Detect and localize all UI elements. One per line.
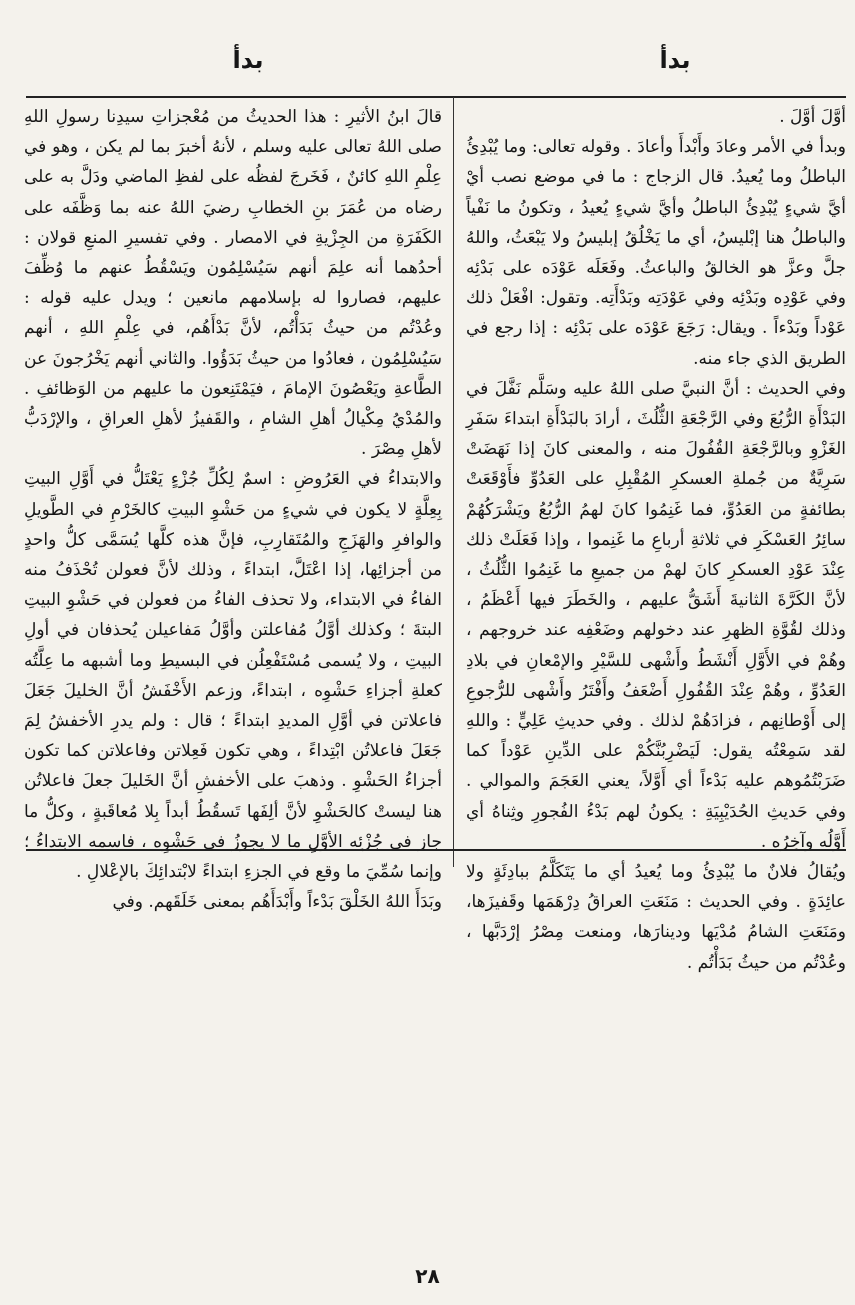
bottom-rule <box>26 849 846 851</box>
running-header-right: بدأ <box>659 46 691 74</box>
paragraph: أوَّلَ أوَّلَ . <box>779 107 846 127</box>
left-column <box>24 102 442 917</box>
paragraph: قالَ ابنُ الأثيرِ : هذا الحديثُ من مُعْجزاتِ سيدِنا رسولِ اللهِ صلى اللهُ تعالى عليه وسلم ، لأنهُ أخبرَ بما لم يكن ، وهو في عِلْمِ اللهِ كائنٌ ، فَخَرجَ لفظُه على لفظِ الماضي ودَلَّ به على رضاه من عُمَرَ بنِ الخطابِ رضيَ اللهُ عنه بما وَظَّفَه على الكَفَرَةِ من الجِزْيةِ في الامصار . وفي تفسيرِ المنعِ قولان : أحدُهما أنه علِمَ أنهم سَيُسْلِمُون ويَسْقُطُ عنهم ما وُظِّفَ عليهم، فصاروا له بإسلامهم مانعين ؛ ويدل عليه قوله : وعُدْتُم من حيثُ بَدَأْتُم، لأنَّ بَدْأَهُم، في عِلْمِ اللهِ ، أنهم سَيُسْلِمُون ، فعادُوا من حيثُ بَدَؤُوا. والثاني أنهم يَخْرُجونَ عن الطَّاعةِ ويَعْصُونَ الإمامَ ، فيَمْتَنِعون ما عليهم من الوَظائفِ . والمُدْيُ مِكْيالُ أهلِ الشامِ ، والقَفيزُ لأهلِ العراقِ ، والإرْدَبُّ لأهلِ مِصْرَ . <box>24 107 442 460</box>
top-rule <box>26 96 846 98</box>
paragraph: ويُقالُ فلانٌ ما يُبْدِئُ وما يُعيدُ أي ما يَتَكَلَّمُ ببادِئَةٍ ولا عائِدَةٍ . وفي الحديث : مَنَعَتِ العراقُ دِرْهَمَها وقَفيزَها، ومَنَعَتِ الشامُ مُدْيَها ودينارَها، ومنعت مِصْرُ إرْدَبَّها ، وعُدْتُم من حيثُ بَدَأْتُم . <box>466 862 846 973</box>
column-divider <box>453 97 454 867</box>
right-column <box>466 102 846 978</box>
paragraph: وبَدَأَ اللهُ الخَلْقَ بَدْءاً وأَبْدَأَهُم بمعنى خَلَقَهم. وفي <box>112 892 442 913</box>
paragraph: والابتداءُ في العَرُوضِ : اسمٌ لِكُلِّ جُزْءٍ يَعْتَلُّ في أَوَّلِ البيتِ بِعِلَّةٍ لا يكون في شيءٍ من حَشْوِ البيتِ كالخَرْمِ في الطَّويلِ والوافرِ والهَزَجِ والمُتَقارِبِ، فإنَّ هذه كلَّها يُسَمَّى كلُّ واحدٍ من أجزائِها، إذا اعْتَلَّ، ابتداءً ، وذلك لأنَّ فعولن تُحْذَفُ منه الفاءُ في الابتداء، ولا تحذف الفاءُ من فعولن في حَشْوِ البيتِ البتةَ ؛ وكذلك أوَّلُ مُفاعلتن وأوَّلُ مَفاعيلن يُحذفان في أولِ البيتِ ، ولا يُسمى مُسْتَفْعِلُن في البسيطِ وما أشبهه ما عِلَّتُه كعلةِ أجزاءِ حَشْوِه ، ابتداءً، وزعم الأَخْفَشُ أنَّ الخليلَ جَعَلَ فاعلاتن في أوَّلِ المديدِ ابتداءً ؛ قال : ولم يدرِ الأخفشُ لِمَ جَعَلَ فاعلاتُن ابْتِداءً ، وهي تكون فَعِلاتن وفاعلاتن كما تكون أجزاءُ الحَشْوِ . وذهبَ على الأخفشِ أنَّ الخَليلَ جعلَ فاعلاتُن هنا ليستْ كالحَشْوِ لأنَّ ألِفَها تَسقُطُ أبداً بِلا مُعاقَبةٍ ، وكلُّ ما جاز في جُزْئِه الأوَّلِ ما لا يجوزُ في حَشْوِه ، فاسمه الابتداءُ ؛ وإنما سُمِّيَ ما وقع في الجزءِ ابتداءً لابْتدائِكَ بالإعْلالِ . <box>24 469 442 883</box>
paragraph: وفي الحديث : أنَّ النبيَّ صلى اللهُ عليه وسَلَّم نَفَّلَ في البَدْأَةِ الرُّبُعَ وفي الرَّجْعَةِ الثُّلُثَ ، أرادَ بالبَدْأَةِ ابتداءَ سَفَرِ الغَزْوِ وبالرَّجْعَةِ القُفُولَ منه ، والمعنى كانَ إذا نَهَضَتْ سَرِيَّةٌ من جُملةِ العسكرِ المُقْبِلِ على العَدُوِّ فأَوْقَعَتْ بطائفةٍ من العَدُوِّ، فما غَنِمُوا كانَ لهمُ الرُّبُعُ ويَشْرَكُهُمْ سائِرُ العَسْكَرِ في ثلاثةِ أرباعِ ما غَنِموا ، وإذا فَعَلَتْ ذلك عِنْدَ عَوْدِ العسكرِ كانَ لهمْ من جميعِ ما غَنِمُوا الثُّلُثُ ، لأنَّ الكَرَّةَ الثانيةَ أَشَقُّ عليهم ، والخَطَرَ فيها أَعْظَمُ ، وذلك لقُوَّةِ الظهرِ عند دخولهم وضَعْفِه عند خروجهم ، وهُمْ في الأَوَّلِ أَنْشَطُ وأَشْهى للسَّيْرِ والإمْعانِ في بلادِ العَدُوِّ ، وهُمْ عِنْدَ القُفُولِ أَضْعَفُ وأَفْتَرُ وأَشْهى للرُّجوعِ إلى أَوْطانِهم ، فزادَهُمْ لذلك . وفي حديثِ عَلِيٍّ : واللهِ لقد سَمِعْتُه يقول: لَيَضْرِبُنَّكُمْ على الدِّينِ عَوْداً كما ضَرَبْتُمُوهم عليه بَدْءاً أي أَوَّلاً، يعني العَجَمَ والموالي . وفي حَديثِ الحُدَيْبِيَةِ : يكونُ لهم بَدْءُ الفُجورِ وثِناهُ أي أَوَّلُه وآخِرُه . <box>466 378 846 852</box>
page-number: ٢٨ <box>415 1264 440 1288</box>
paragraph: وبدأ في الأمر وعادَ وأَبْدأَ وأعادَ . وقوله تعالى: وما يُبْدِئُ الباطلُ وما يُعيدُ. قال الزجاج : ما في موضع نصب أيْ أيَّ شيءٍ يُبْدِئُ الباطلُ وأيَّ شيءٍ يُعيدُ ، وتكونُ ما نَفْياً والباطلُ هنا إبْليسُ، أي ما يَخْلُقُ إبليسُ ولا يَبْعَثُ، واللهُ جلَّ وعزَّ هو الخالقُ والباعثُ. وفَعَلَه عَوْدَه على بَدْئِه وفي عَوْدِه وبَدْئِه وفي عَوْدَتِه وبَدْأَتِه. وتقول: افْعَلْ ذلك عَوْداً وبَدْءاً . ويقال: رَجَعَ عَوْدَه على بَدْئِه : إذا رجع في الطريق الذي جاء منه. <box>466 137 846 369</box>
running-header-left: بدأ <box>232 46 264 74</box>
